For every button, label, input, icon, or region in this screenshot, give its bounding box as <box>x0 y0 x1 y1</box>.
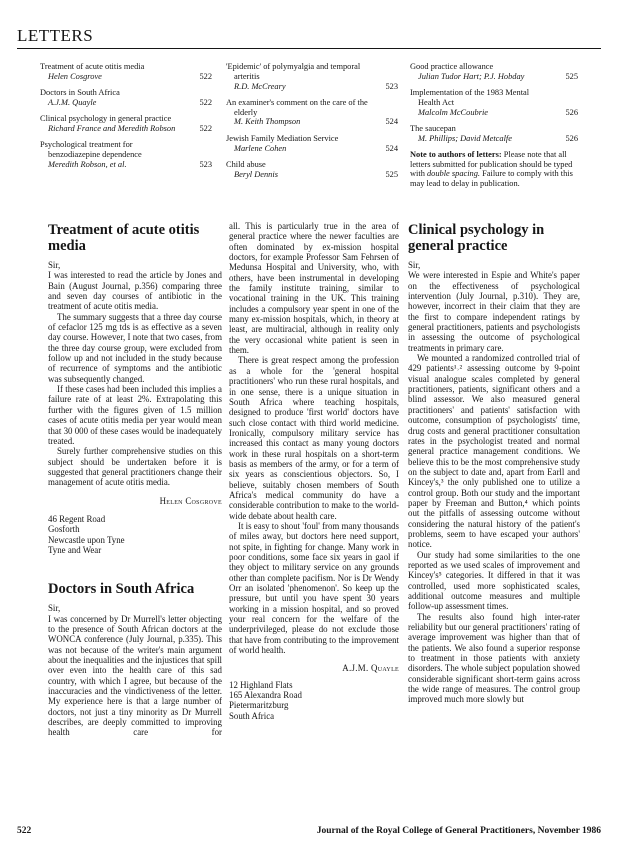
contents-entry-title: arteritis <box>234 71 260 81</box>
authors-note-text-2: Failure to comply with this may lead to delay in publication. <box>410 169 573 188</box>
contents-entry <box>410 62 578 82</box>
contents-entry-title: Health Act <box>418 97 455 107</box>
contents-entry-author-row <box>226 117 398 127</box>
contents-entry-title: Good practice allowance <box>410 62 494 71</box>
paragraph: The results also found high inter-rater reliability but our general practitioners' rating of average improvement was higher than that of the patients. We also found a superior response to treatment in those patients with anxiety disorders. The whole subject population showed considerable significant short-term gains across the wide range of measures. The control group improved much more slowly but <box>408 611 580 705</box>
authors-note-label: Note to authors of letters: <box>410 150 502 160</box>
contents-entry-author-row <box>226 144 398 154</box>
contents-entry <box>410 124 578 144</box>
authors-note-text: Please note that all letters submitted for publication should be typed with <box>410 150 573 179</box>
contents-entry-author: M. Phillips; David Metcalfe <box>418 133 512 143</box>
paragraph: Surely further comprehensive studies on this subject should be undertaken before it is suggested that general practitioners change their management of acute otitis media. <box>48 446 222 488</box>
address <box>48 514 222 555</box>
paragraph: The summary suggests that a three day course of cefaclor 125 mg tds is as effective as a seven day course. However, I note that two cases, from the three day course group, were excluded from follow up and not included in the study because of recurrence of symptoms and the antibiotic was subsequently changed. <box>48 311 222 384</box>
signature: Helen Cosgrove <box>159 495 222 506</box>
paragraph: We were interested in Espie and White's paper on the effectiveness of psychological intervention (July Journal, p.310). They are, however, incorrect in their claim that they are the first to compare independent ratings by general practitioners, patients and psychologists in assessing the outcome of psychological treatments in primary care. <box>408 270 580 353</box>
address-line: 12 Highland Flats <box>229 679 293 690</box>
contents-column-2 <box>226 62 398 186</box>
contents-entry-title: 'Epidemic' of polymyalgia and temporal <box>226 62 361 71</box>
signature: A.J.M. Quayle <box>342 663 399 674</box>
address-line: Gosforth <box>48 524 80 535</box>
contents-entry-author-row <box>410 72 578 82</box>
contents-entry-author: M. Keith Thompson <box>234 117 301 127</box>
address-line: South Africa <box>229 710 275 721</box>
contents-entry-title: benzodiazepine dependence <box>48 150 142 160</box>
section-header <box>17 26 601 49</box>
contents-entry-author-row <box>40 98 212 108</box>
letter-title-clinical-psychology: Clinical psychology in general practice <box>408 222 545 254</box>
contents-entry-page: 526 <box>565 133 578 143</box>
contents-entry <box>226 98 398 127</box>
contents-entry-author-row <box>410 134 578 144</box>
contents-entry-author-row <box>226 82 398 92</box>
contents-entry-title: Clinical psychology in general practice <box>40 114 172 124</box>
paragraph-continued: all. This is particularly true in the area of general practice where the newer faculties are often dominated by ex-mission hospital doctors, for example Professor Sam Fehrsen of Medunsa Hospital and University, who, with others, have been instrumental in developing the family institute training, similar to vocational training in the UK. This training includes a compulsory year spent in one of the many ex-mission hospitals, which, in theory at least, are multiracial, although in reality only the very occasional white patient is seen in them. <box>229 221 399 356</box>
contents-entry <box>40 62 212 82</box>
contents-entry <box>226 134 398 154</box>
address-line: 165 Alexandra Road <box>229 690 302 701</box>
paragraph: If these cases had been included this implies a failure rate of at least 2%. Extrapolating this further with the figures given of 1.5 million cases of acute otitis media per year would mean that 30 000 of these cases would be inadequately treated. <box>48 384 222 446</box>
paragraph: I was concerned by Dr Murrell's letter objecting to the presence of South African doctors at the WONCA conference (July Journal, p.335). This was not because of the writer's main argument about the inequalities and the injustices that spill over even into the health care of this sad country, with which I agree, but because of the inaccuracies and the vindictiveness of the letter. My experience here is that a large number of doctors, not just a tiny minority as Dr Murrell describes, are deeply committed to improving health care for <box>48 613 222 738</box>
contents-entry <box>40 88 212 108</box>
contents-entry-author-row <box>40 160 212 170</box>
contents-entry-title: elderly <box>234 107 258 117</box>
contents-entry-author: Malcolm McCoubrie <box>418 107 489 117</box>
contents-entry-page: 525 <box>385 169 398 179</box>
authors-note-emphasis: double spacing. <box>426 169 481 179</box>
contents-entry-title: Doctors in South Africa <box>40 88 120 98</box>
contents-entry-title: Jewish Family Mediation Service <box>226 133 339 143</box>
contents-entry-title: Psychological treatment for <box>40 140 133 150</box>
salutation: Sir, <box>48 260 61 270</box>
contents-entry-author: R.D. McCreary <box>234 81 286 91</box>
contents-entry-author-row <box>226 170 398 180</box>
contents-entry-author: Julian Tudor Hart; P.J. Hobday <box>418 71 525 81</box>
contents-entry-page: 524 <box>385 117 398 127</box>
contents-entry-page: 526 <box>565 107 578 117</box>
paragraph: Our study had some similarities to the one reported as we used scales of improvement and Kincey's⁵ categories. It differed in that it was controlled, used more sophisticated scales, additional outcome measures and multiple follow-up assessment times. <box>408 549 580 612</box>
contents-entry-author: A.J.M. Quayle <box>48 97 97 107</box>
contents-entry-author-row <box>40 124 212 134</box>
contents-entry-author: Helen Cosgrove <box>48 71 102 81</box>
contents-entry-title: Child abuse <box>226 159 266 169</box>
contents-entry-page: 522 <box>199 71 212 81</box>
contents-entry-author: Beryl Dennis <box>234 169 278 179</box>
salutation: Sir, <box>48 603 61 614</box>
contents-entry-page: 525 <box>565 71 578 81</box>
contents-column-1 <box>40 62 212 176</box>
paragraph: It is easy to shout 'foul' from many thousands of miles away, but doctors here need support, not spite, in fighting for change. Many work in poor conditions, some face six years in gaol if they object to military service on any grounds other than complete pacifism. Nor is Dr Wendy Orr an isolated 'phenomenon'. So keep up the pressure, but until you have spent 30 years working in a mission hospital, and so proved your real concern for the welfare of the underprivileged, please do not exclude those that have from contributing to the improvement of world health. <box>229 520 399 656</box>
contents-entry-author: Meredith Robson, et al. <box>48 159 127 169</box>
contents-entry <box>226 160 398 180</box>
article-column-2 <box>229 221 399 721</box>
contents-entry-page: 522 <box>199 123 212 133</box>
paragraph: We mounted a randomized controlled trial of 429 patients¹˒² assessing outcome by 9-point visual analogue scales completed by general practitioners, patients, significant others and a blind assessor. We also measured general practitioners' and patients' satisfaction with outcome, consumption of psychologists' time, drug costs and general practitioner consultation rates in the psychologist treated and normal general practice management conditions. We believe this to be the most comprehensive study on the subject to date and, apart from Earll and Kincey's,³ the only published one to utilize a control group. Both our study and the important paper by Freeman and Button,⁴ which points out the pitfalls of assessing outcome without considering the natural history of the patient's problems, seem to have escaped your authors' notice. <box>408 353 580 550</box>
contents-entry-page: 522 <box>199 97 212 107</box>
header-rule <box>17 48 601 49</box>
contents-entry <box>410 88 578 117</box>
section-title: LETTERS <box>17 26 94 45</box>
article-column-3 <box>408 222 580 705</box>
contents-entry-title: The saucepan <box>410 123 456 133</box>
contents-entry-page: 523 <box>385 81 398 91</box>
letter-title-otitis: Treatment of acute otitis media <box>48 222 200 254</box>
contents-entry-page: 524 <box>385 143 398 153</box>
contents-entry-title: Treatment of acute otitis media <box>40 62 145 71</box>
contents-column-3 <box>410 62 578 188</box>
letter-title-south-africa: Doctors in South Africa <box>48 581 195 598</box>
contents-entry-title: An examiner's comment on the care of the <box>226 97 368 107</box>
journal-name: Journal of the Royal College of General Practitioners, November 1986 <box>316 826 601 836</box>
address-line: 46 Regent Road <box>48 513 106 524</box>
contents-entry-author-row <box>410 108 578 118</box>
address-line: Tyne and Wear <box>48 544 102 555</box>
paragraph: I was interested to read the article by Jones and Bain (August Journal, p.356) comparing three and seven day courses of antibiotic in the treatment of acute otitis media. <box>48 270 222 312</box>
salutation: Sir, <box>408 260 421 270</box>
contents-entry-author: Marlene Cohen <box>234 143 287 153</box>
contents-entry <box>226 62 398 91</box>
page-number: 522 <box>17 826 32 836</box>
contents-entry-author: Richard France and Meredith Robson <box>48 123 176 133</box>
authors-note <box>410 150 578 188</box>
address-line: Pietermaritzburg <box>229 700 289 711</box>
address <box>229 680 399 721</box>
paragraph: There is great respect among the profession as a whole for the 'general hospital practitioners' who run these rural hospitals, and in one sense, there is a unique situation in South Africa where teaching hospitals, designed to produce 'first world' doctors have such close contact with third world medicine. Ironically, compulsory military service has increased this contact as many young doctors work in these rural hospitals on a short-term basis as members of the army, or for a term of six years as conscientious objectors. So, I believe, suitably chosen members of South Africa's medical community do have a considerable contribution to make to the world-wide debate about health care. <box>229 355 399 521</box>
contents-entry-title: Implementation of the 1983 Mental <box>410 88 530 98</box>
article-column-1 <box>48 222 222 738</box>
contents-entry-author-row <box>40 72 212 82</box>
contents-entry <box>40 140 212 169</box>
contents-entry <box>40 114 212 134</box>
address-line: Newcastle upon Tyne <box>48 534 125 545</box>
contents-entry-page: 523 <box>199 159 212 169</box>
